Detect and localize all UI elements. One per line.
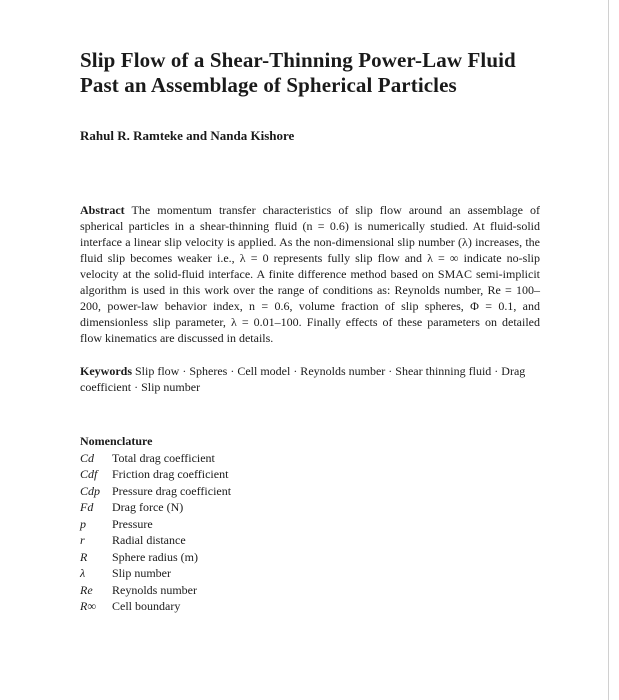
nomenclature-definition: Slip number (112, 566, 171, 580)
nomenclature-symbol: R (80, 549, 88, 564)
page-edge-divider (608, 0, 609, 700)
nomenclature-symbol: p (80, 516, 86, 531)
nomenclature-symbol: r (80, 533, 85, 547)
keywords-text: Slip flow · Spheres · Cell model · Reynolds number · Shear thinning fluid · Drag coefficient · Slip number (80, 364, 526, 394)
nomenclature-item (80, 483, 540, 500)
nomenclature-symbol: Cd (80, 450, 95, 465)
nomenclature-item (80, 598, 540, 615)
nomenclature-definition: Pressure (112, 516, 153, 531)
abstract-label: Abstract (80, 203, 125, 217)
nomenclature-symbol: Re (80, 582, 93, 597)
nomenclature-definition: Total drag coefficient (112, 450, 215, 465)
nomenclature (80, 433, 540, 615)
authors: Rahul R. Ramteke and Nanda Kishore (80, 128, 295, 143)
nomenclature-definition: Pressure drag coefficient (112, 483, 232, 498)
nomenclature-symbol: Fd (80, 500, 94, 514)
nomenclature-item (80, 582, 540, 599)
nomenclature-item (80, 499, 540, 516)
nomenclature-definition: Drag force (N) (112, 500, 184, 514)
nomenclature-item (80, 532, 540, 549)
nomenclature-item (80, 516, 540, 533)
nomenclature-definition: Friction drag coefficient (112, 467, 229, 481)
nomenclature-item (80, 549, 540, 566)
nomenclature-symbol: λ (80, 566, 86, 580)
nomenclature-definition: Reynolds number (112, 582, 197, 597)
abstract (80, 202, 540, 346)
paper-page (80, 48, 540, 615)
nomenclature-symbol: Cdp (80, 483, 101, 498)
nomenclature-item (80, 565, 540, 582)
nomenclature-item (80, 450, 540, 467)
keywords (80, 363, 540, 395)
nomenclature-list (80, 450, 540, 615)
nomenclature-symbol: R∞ (80, 599, 96, 613)
nomenclature-definition: Sphere radius (m) (112, 549, 198, 564)
nomenclature-item (80, 466, 540, 483)
nomenclature-symbol: Cdf (80, 467, 98, 481)
abstract-text: The momentum transfer characteristics of slip flow around an assemblage of spherical particles in a shear-thinning fluid (n = 0.6) is numerically studied. At fluid-solid interface a linear slip velocity is applied. As the non-dimensional slip number (λ) increases, the fluid slip becomes weaker i.e., λ = 0 represents fully slip flow and λ = ∞ indicate no-slip velocity at the solid-fluid interface. A finite difference method based on SMAC semi-implicit algorithm is used in this work over the range of conditions as: Reynolds number, Re = 100–200, power-law behavior index, n = 0.6, volume fraction of slip spheres, Φ = 0.1, and dimensionless slip parameter, λ = 0.01–100. Finally effects of these parameters on detailed flow kinematics are discussed in details. (80, 203, 541, 345)
nomenclature-definition: Radial distance (112, 533, 186, 547)
keywords-label: Keywords (80, 364, 132, 378)
nomenclature-definition: Cell boundary (112, 599, 181, 613)
paper-title: Slip Flow of a Shear-Thinning Power-Law Fluid Past an Assemblage of Spherical Particles (80, 48, 516, 97)
nomenclature-title: Nomenclature (80, 434, 153, 448)
